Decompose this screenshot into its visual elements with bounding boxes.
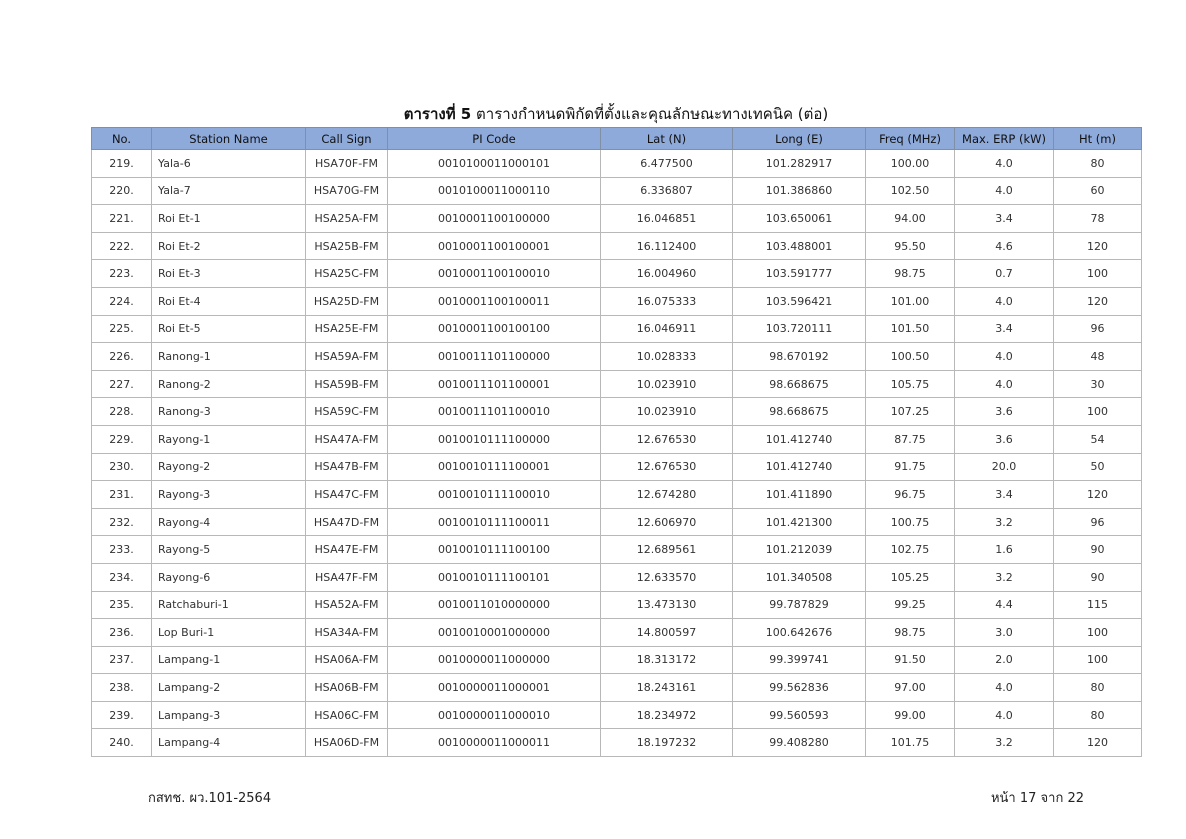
cell-no: 238.	[92, 674, 152, 702]
cell-no: 226.	[92, 343, 152, 371]
cell-max-erp: 3.4	[955, 205, 1054, 233]
cell-station-name: Yala-7	[152, 177, 306, 205]
cell-no: 230.	[92, 453, 152, 481]
table-row	[92, 646, 1142, 674]
cell-max-erp: 4.0	[955, 370, 1054, 398]
cell-freq: 91.50	[866, 646, 955, 674]
cell-max-erp: 0.7	[955, 260, 1054, 288]
cell-freq: 102.75	[866, 536, 955, 564]
cell-ht: 80	[1054, 150, 1142, 178]
cell-no: 232.	[92, 508, 152, 536]
cell-long: 101.421300	[733, 508, 866, 536]
cell-ht: 80	[1054, 701, 1142, 729]
cell-long: 98.670192	[733, 343, 866, 371]
cell-long: 99.562836	[733, 674, 866, 702]
cell-long: 103.720111	[733, 315, 866, 343]
cell-ht: 96	[1054, 315, 1142, 343]
cell-long: 98.668675	[733, 398, 866, 426]
table-row	[92, 260, 1142, 288]
table-row	[92, 398, 1142, 426]
cell-station-name: Lampang-1	[152, 646, 306, 674]
cell-pi-code: 0010010001000000	[388, 619, 601, 647]
cell-no: 229.	[92, 425, 152, 453]
cell-ht: 100	[1054, 260, 1142, 288]
cell-ht: 115	[1054, 591, 1142, 619]
cell-long: 98.668675	[733, 370, 866, 398]
cell-lat: 12.676530	[601, 425, 733, 453]
cell-lat: 6.477500	[601, 150, 733, 178]
cell-long: 99.408280	[733, 729, 866, 757]
header-no: No.	[92, 128, 152, 150]
cell-ht: 78	[1054, 205, 1142, 233]
cell-call-sign: HSA47E-FM	[306, 536, 388, 564]
cell-pi-code: 0010001100100100	[388, 315, 601, 343]
table-header-row	[92, 128, 1142, 150]
table-row	[92, 729, 1142, 757]
table-row	[92, 177, 1142, 205]
table-row	[92, 370, 1142, 398]
cell-pi-code: 0010010111100010	[388, 481, 601, 509]
cell-no: 223.	[92, 260, 152, 288]
cell-station-name: Rayong-6	[152, 563, 306, 591]
cell-call-sign: HSA06A-FM	[306, 646, 388, 674]
cell-lat: 12.606970	[601, 508, 733, 536]
cell-pi-code: 0010010111100000	[388, 425, 601, 453]
cell-lat: 10.023910	[601, 370, 733, 398]
cell-lat: 16.004960	[601, 260, 733, 288]
table-row	[92, 591, 1142, 619]
cell-call-sign: HSA70G-FM	[306, 177, 388, 205]
cell-lat: 10.023910	[601, 398, 733, 426]
cell-no: 219.	[92, 150, 152, 178]
cell-pi-code: 0010010111100100	[388, 536, 601, 564]
cell-pi-code: 0010000011000000	[388, 646, 601, 674]
cell-lat: 12.674280	[601, 481, 733, 509]
cell-freq: 99.25	[866, 591, 955, 619]
cell-call-sign: HSA25B-FM	[306, 232, 388, 260]
cell-call-sign: HSA47B-FM	[306, 453, 388, 481]
cell-station-name: Roi Et-3	[152, 260, 306, 288]
cell-station-name: Lampang-2	[152, 674, 306, 702]
cell-call-sign: HSA70F-FM	[306, 150, 388, 178]
cell-no: 220.	[92, 177, 152, 205]
cell-call-sign: HSA06B-FM	[306, 674, 388, 702]
table-row	[92, 425, 1142, 453]
cell-pi-code: 0010010111100101	[388, 563, 601, 591]
table-body	[92, 150, 1142, 757]
cell-max-erp: 4.0	[955, 287, 1054, 315]
cell-station-name: Ranong-3	[152, 398, 306, 426]
caption-text: ตารางกำหนดพิกัดที่ตั้งและคุณลักษณะทางเทคนิค (ต่อ)	[476, 105, 829, 123]
cell-ht: 120	[1054, 287, 1142, 315]
cell-no: 221.	[92, 205, 152, 233]
cell-long: 101.282917	[733, 150, 866, 178]
cell-pi-code: 0010011101100001	[388, 370, 601, 398]
cell-call-sign: HSA25A-FM	[306, 205, 388, 233]
cell-pi-code: 0010000011000001	[388, 674, 601, 702]
cell-pi-code: 0010011101100000	[388, 343, 601, 371]
cell-freq: 98.75	[866, 260, 955, 288]
cell-pi-code: 0010010111100011	[388, 508, 601, 536]
table-row	[92, 315, 1142, 343]
cell-call-sign: HSA34A-FM	[306, 619, 388, 647]
station-table	[91, 127, 1142, 757]
cell-pi-code: 0010100011000101	[388, 150, 601, 178]
cell-max-erp: 20.0	[955, 453, 1054, 481]
table-row	[92, 508, 1142, 536]
cell-lat: 10.028333	[601, 343, 733, 371]
cell-no: 240.	[92, 729, 152, 757]
cell-station-name: Rayong-5	[152, 536, 306, 564]
cell-call-sign: HSA59B-FM	[306, 370, 388, 398]
cell-max-erp: 3.6	[955, 425, 1054, 453]
header-call-sign: Call Sign	[306, 128, 388, 150]
cell-freq: 100.75	[866, 508, 955, 536]
cell-call-sign: HSA25C-FM	[306, 260, 388, 288]
cell-no: 234.	[92, 563, 152, 591]
table-row	[92, 619, 1142, 647]
cell-max-erp: 4.4	[955, 591, 1054, 619]
cell-station-name: Lampang-4	[152, 729, 306, 757]
cell-max-erp: 4.0	[955, 674, 1054, 702]
table-row	[92, 205, 1142, 233]
cell-pi-code: 0010001100100001	[388, 232, 601, 260]
header-station-name: Station Name	[152, 128, 306, 150]
cell-max-erp: 3.2	[955, 508, 1054, 536]
cell-station-name: Rayong-2	[152, 453, 306, 481]
header-pi-code: PI Code	[388, 128, 601, 150]
table-row	[92, 232, 1142, 260]
cell-freq: 101.50	[866, 315, 955, 343]
cell-ht: 48	[1054, 343, 1142, 371]
cell-ht: 50	[1054, 453, 1142, 481]
table-row	[92, 674, 1142, 702]
page-number: หน้า 17 จาก 22	[990, 791, 1084, 806]
cell-pi-code: 0010000011000011	[388, 729, 601, 757]
cell-station-name: Rayong-1	[152, 425, 306, 453]
cell-long: 103.650061	[733, 205, 866, 233]
cell-pi-code: 0010100011000110	[388, 177, 601, 205]
cell-station-name: Ratchaburi-1	[152, 591, 306, 619]
cell-max-erp: 4.0	[955, 177, 1054, 205]
cell-long: 103.596421	[733, 287, 866, 315]
cell-ht: 54	[1054, 425, 1142, 453]
cell-freq: 102.50	[866, 177, 955, 205]
cell-lat: 18.197232	[601, 729, 733, 757]
cell-max-erp: 4.6	[955, 232, 1054, 260]
cell-call-sign: HSA59C-FM	[306, 398, 388, 426]
cell-call-sign: HSA59A-FM	[306, 343, 388, 371]
cell-call-sign: HSA47C-FM	[306, 481, 388, 509]
cell-ht: 100	[1054, 398, 1142, 426]
cell-station-name: Ranong-2	[152, 370, 306, 398]
cell-long: 101.412740	[733, 425, 866, 453]
cell-max-erp: 3.0	[955, 619, 1054, 647]
cell-freq: 98.75	[866, 619, 955, 647]
cell-station-name: Roi Et-4	[152, 287, 306, 315]
cell-lat: 16.046911	[601, 315, 733, 343]
cell-pi-code: 0010001100100011	[388, 287, 601, 315]
cell-freq: 94.00	[866, 205, 955, 233]
cell-long: 101.386860	[733, 177, 866, 205]
cell-station-name: Rayong-4	[152, 508, 306, 536]
header-ht: Ht (m)	[1054, 128, 1142, 150]
cell-long: 101.340508	[733, 563, 866, 591]
cell-long: 99.560593	[733, 701, 866, 729]
cell-no: 239.	[92, 701, 152, 729]
cell-pi-code: 0010001100100010	[388, 260, 601, 288]
cell-no: 235.	[92, 591, 152, 619]
cell-station-name: Yala-6	[152, 150, 306, 178]
cell-no: 237.	[92, 646, 152, 674]
cell-freq: 101.00	[866, 287, 955, 315]
cell-lat: 6.336807	[601, 177, 733, 205]
cell-freq: 100.00	[866, 150, 955, 178]
cell-call-sign: HSA06C-FM	[306, 701, 388, 729]
cell-lat: 16.112400	[601, 232, 733, 260]
cell-call-sign: HSA52A-FM	[306, 591, 388, 619]
cell-lat: 18.313172	[601, 646, 733, 674]
cell-no: 231.	[92, 481, 152, 509]
table-row	[92, 343, 1142, 371]
cell-station-name: Ranong-1	[152, 343, 306, 371]
table-row	[92, 701, 1142, 729]
cell-max-erp: 3.2	[955, 729, 1054, 757]
cell-long: 100.642676	[733, 619, 866, 647]
cell-freq: 97.00	[866, 674, 955, 702]
cell-station-name: Rayong-3	[152, 481, 306, 509]
table-caption	[91, 102, 1141, 126]
cell-freq: 87.75	[866, 425, 955, 453]
cell-long: 101.212039	[733, 536, 866, 564]
cell-max-erp: 3.4	[955, 481, 1054, 509]
cell-station-name: Roi Et-5	[152, 315, 306, 343]
cell-freq: 105.75	[866, 370, 955, 398]
cell-pi-code: 0010001100100000	[388, 205, 601, 233]
cell-ht: 90	[1054, 563, 1142, 591]
cell-lat: 18.234972	[601, 701, 733, 729]
cell-freq: 107.25	[866, 398, 955, 426]
cell-max-erp: 4.0	[955, 701, 1054, 729]
cell-ht: 100	[1054, 619, 1142, 647]
cell-ht: 96	[1054, 508, 1142, 536]
cell-lat: 12.633570	[601, 563, 733, 591]
document-code: กสทช. ผว.101-2564	[148, 791, 272, 806]
cell-freq: 95.50	[866, 232, 955, 260]
cell-pi-code: 0010000011000010	[388, 701, 601, 729]
cell-long: 101.411890	[733, 481, 866, 509]
cell-max-erp: 2.0	[955, 646, 1054, 674]
cell-freq: 100.50	[866, 343, 955, 371]
cell-lat: 13.473130	[601, 591, 733, 619]
cell-max-erp: 3.6	[955, 398, 1054, 426]
cell-no: 227.	[92, 370, 152, 398]
cell-freq: 101.75	[866, 729, 955, 757]
cell-long: 99.787829	[733, 591, 866, 619]
header-freq: Freq (MHz)	[866, 128, 955, 150]
cell-call-sign: HSA25E-FM	[306, 315, 388, 343]
cell-long: 103.591777	[733, 260, 866, 288]
table-row	[92, 563, 1142, 591]
table-row	[92, 536, 1142, 564]
cell-no: 224.	[92, 287, 152, 315]
cell-ht: 120	[1054, 481, 1142, 509]
cell-lat: 16.046851	[601, 205, 733, 233]
cell-freq: 91.75	[866, 453, 955, 481]
cell-call-sign: HSA47D-FM	[306, 508, 388, 536]
cell-pi-code: 0010010111100001	[388, 453, 601, 481]
caption-prefix: ตารางที่ 5	[403, 105, 472, 123]
cell-station-name: Lampang-3	[152, 701, 306, 729]
cell-lat: 12.676530	[601, 453, 733, 481]
cell-max-erp: 3.4	[955, 315, 1054, 343]
header-max-erp: Max. ERP (kW)	[955, 128, 1054, 150]
cell-lat: 16.075333	[601, 287, 733, 315]
cell-ht: 90	[1054, 536, 1142, 564]
cell-freq: 105.25	[866, 563, 955, 591]
cell-ht: 30	[1054, 370, 1142, 398]
cell-ht: 80	[1054, 674, 1142, 702]
cell-no: 228.	[92, 398, 152, 426]
cell-station-name: Roi Et-1	[152, 205, 306, 233]
cell-station-name: Lop Buri-1	[152, 619, 306, 647]
cell-pi-code: 0010011101100010	[388, 398, 601, 426]
cell-call-sign: HSA47A-FM	[306, 425, 388, 453]
cell-call-sign: HSA47F-FM	[306, 563, 388, 591]
table-row	[92, 481, 1142, 509]
cell-no: 225.	[92, 315, 152, 343]
cell-max-erp: 4.0	[955, 150, 1054, 178]
cell-long: 101.412740	[733, 453, 866, 481]
cell-ht: 60	[1054, 177, 1142, 205]
cell-pi-code: 0010011010000000	[388, 591, 601, 619]
table-row	[92, 150, 1142, 178]
table-row	[92, 287, 1142, 315]
cell-long: 103.488001	[733, 232, 866, 260]
cell-lat: 18.243161	[601, 674, 733, 702]
cell-max-erp: 3.2	[955, 563, 1054, 591]
table-row	[92, 453, 1142, 481]
cell-freq: 96.75	[866, 481, 955, 509]
cell-no: 222.	[92, 232, 152, 260]
cell-call-sign: HSA25D-FM	[306, 287, 388, 315]
header-long: Long (E)	[733, 128, 866, 150]
cell-no: 233.	[92, 536, 152, 564]
cell-long: 99.399741	[733, 646, 866, 674]
cell-max-erp: 1.6	[955, 536, 1054, 564]
cell-station-name: Roi Et-2	[152, 232, 306, 260]
cell-max-erp: 4.0	[955, 343, 1054, 371]
cell-call-sign: HSA06D-FM	[306, 729, 388, 757]
cell-freq: 99.00	[866, 701, 955, 729]
cell-no: 236.	[92, 619, 152, 647]
cell-lat: 12.689561	[601, 536, 733, 564]
cell-ht: 120	[1054, 232, 1142, 260]
cell-ht: 120	[1054, 729, 1142, 757]
header-lat: Lat (N)	[601, 128, 733, 150]
cell-lat: 14.800597	[601, 619, 733, 647]
cell-ht: 100	[1054, 646, 1142, 674]
